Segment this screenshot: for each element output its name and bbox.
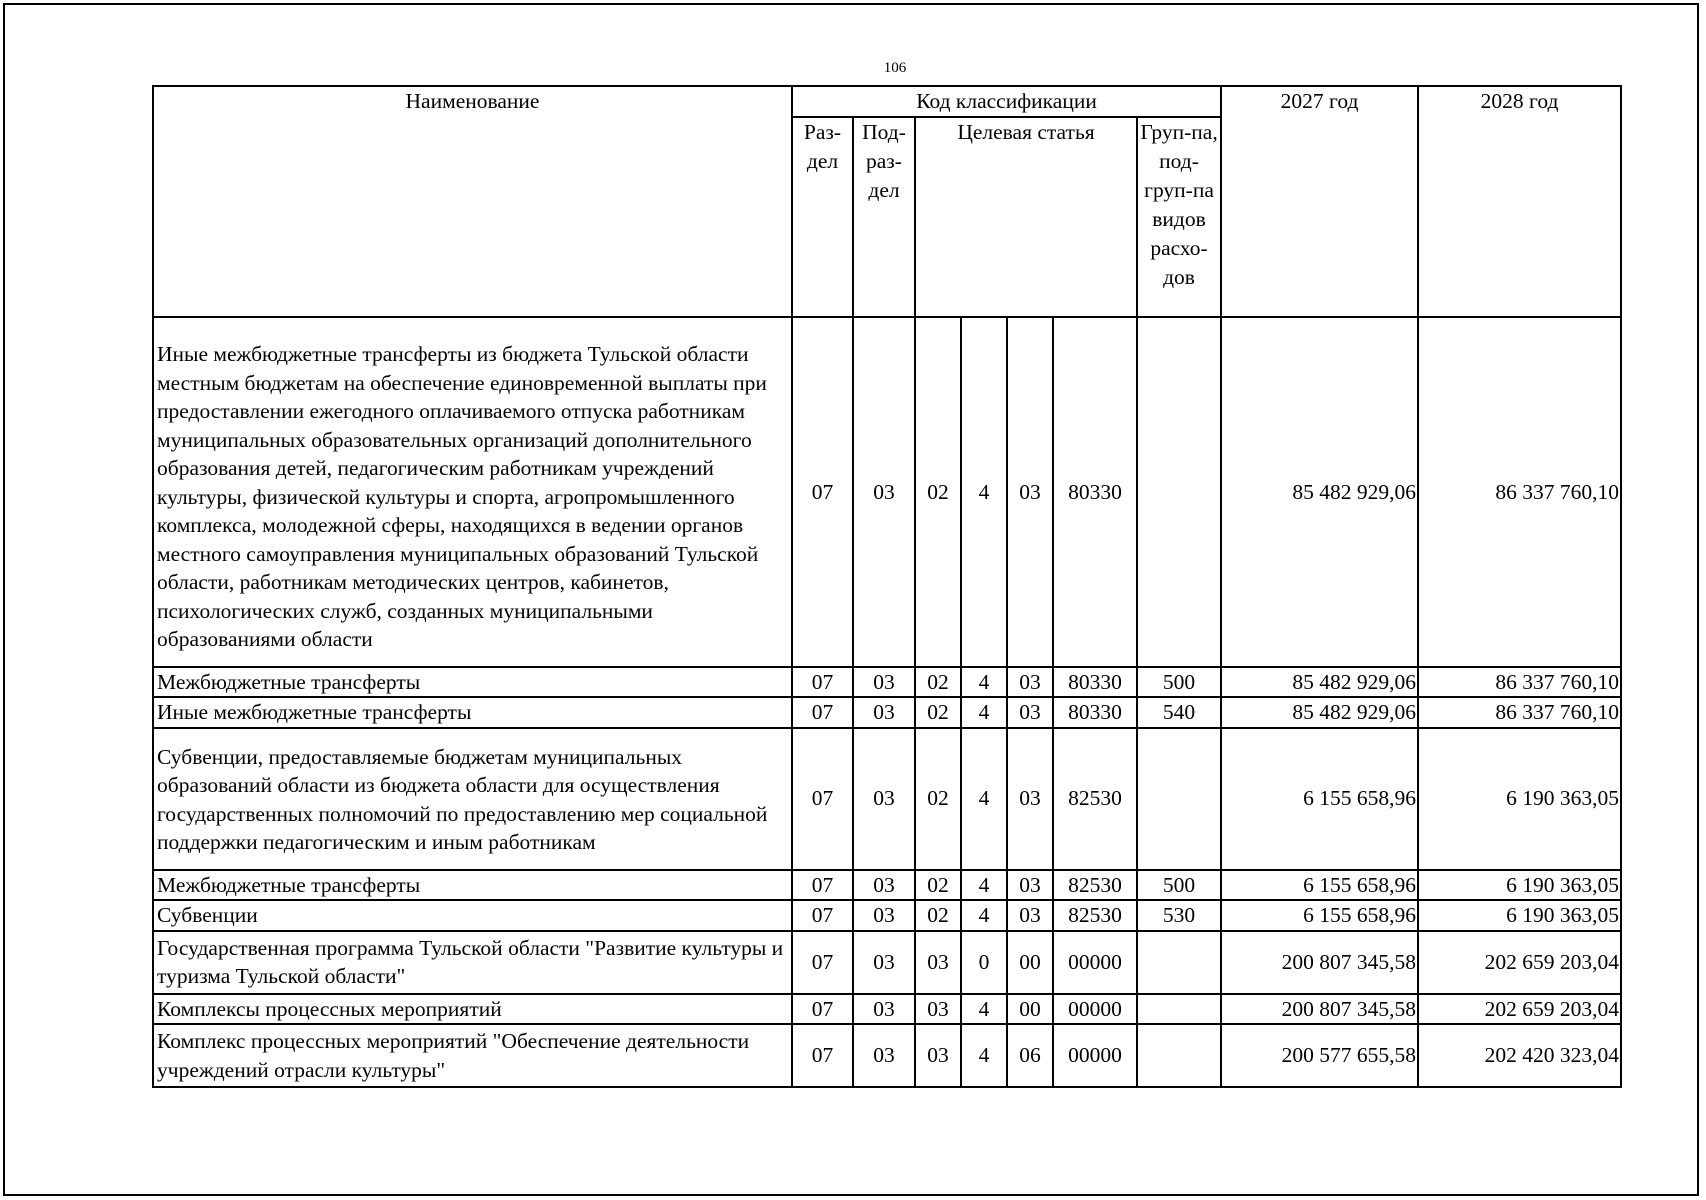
cell-target-type: 0 bbox=[961, 931, 1007, 994]
cell-target-subprogram: 03 bbox=[1007, 728, 1053, 870]
cell-target-type: 4 bbox=[961, 697, 1007, 728]
cell-target-direction: 80330 bbox=[1053, 317, 1137, 667]
cell-name: Государственная программа Тульской области "Развитие культуры и туризма Тульской области" bbox=[153, 931, 792, 994]
header-expense-group: Груп-па, под-груп-па видов расхо-дов bbox=[1137, 117, 1221, 317]
cell-name: Межбюджетные трансферты bbox=[153, 667, 792, 698]
cell-target-direction: 00000 bbox=[1053, 994, 1137, 1025]
cell-subsection: 03 bbox=[853, 994, 915, 1025]
cell-target-program: 02 bbox=[915, 667, 961, 698]
cell-amount-2027: 200 807 345,58 bbox=[1221, 931, 1418, 994]
cell-name: Субвенции, предоставляемые бюджетам муниципальных образований области из бюджета области для осуществления государственных полномочий по предоставлению мер социальной поддержки педагогическим и иным работникам bbox=[153, 728, 792, 870]
cell-expense-group bbox=[1137, 317, 1221, 667]
cell-expense-group: 500 bbox=[1137, 667, 1221, 698]
cell-amount-2028: 86 337 760,10 bbox=[1418, 317, 1621, 667]
cell-expense-group: 500 bbox=[1137, 870, 1221, 901]
cell-target-direction: 82530 bbox=[1053, 870, 1137, 901]
header-section: Раз-дел bbox=[792, 117, 853, 317]
cell-name: Комплексы процессных мероприятий bbox=[153, 994, 792, 1025]
cell-subsection: 03 bbox=[853, 728, 915, 870]
cell-name: Комплекс процессных мероприятий "Обеспечение деятельности учреждений отрасли культуры" bbox=[153, 1024, 792, 1087]
table-row bbox=[153, 1024, 1621, 1087]
cell-name: Иные межбюджетные трансферты bbox=[153, 697, 792, 728]
cell-target-direction: 80330 bbox=[1053, 697, 1137, 728]
budget-table bbox=[152, 85, 1622, 1088]
cell-section: 07 bbox=[792, 667, 853, 698]
cell-target-type: 4 bbox=[961, 900, 1007, 931]
cell-target-program: 03 bbox=[915, 994, 961, 1025]
cell-subsection: 03 bbox=[853, 870, 915, 901]
cell-amount-2027: 6 155 658,96 bbox=[1221, 870, 1418, 901]
cell-name: Межбюджетные трансферты bbox=[153, 870, 792, 901]
cell-subsection: 03 bbox=[853, 317, 915, 667]
cell-target-type: 4 bbox=[961, 1024, 1007, 1087]
table-row bbox=[153, 728, 1621, 870]
cell-target-type: 4 bbox=[961, 317, 1007, 667]
cell-target-subprogram: 03 bbox=[1007, 667, 1053, 698]
cell-target-program: 02 bbox=[915, 900, 961, 931]
cell-target-subprogram: 00 bbox=[1007, 931, 1053, 994]
cell-target-type: 4 bbox=[961, 870, 1007, 901]
cell-target-program: 03 bbox=[915, 1024, 961, 1087]
cell-amount-2028: 202 659 203,04 bbox=[1418, 994, 1621, 1025]
cell-expense-group bbox=[1137, 728, 1221, 870]
cell-subsection: 03 bbox=[853, 667, 915, 698]
cell-expense-group: 540 bbox=[1137, 697, 1221, 728]
header-year-2028: 2028 год bbox=[1418, 86, 1621, 317]
cell-amount-2027: 85 482 929,06 bbox=[1221, 667, 1418, 698]
cell-amount-2028: 6 190 363,05 bbox=[1418, 870, 1621, 901]
cell-target-direction: 00000 bbox=[1053, 1024, 1137, 1087]
cell-target-type: 4 bbox=[961, 728, 1007, 870]
cell-amount-2027: 85 482 929,06 bbox=[1221, 697, 1418, 728]
cell-name: Субвенции bbox=[153, 900, 792, 931]
cell-target-program: 02 bbox=[915, 870, 961, 901]
cell-target-type: 4 bbox=[961, 667, 1007, 698]
header-name: Наименование bbox=[153, 86, 792, 317]
table-row bbox=[153, 900, 1621, 931]
header-classification: Код классификации bbox=[792, 86, 1221, 117]
cell-amount-2027: 6 155 658,96 bbox=[1221, 900, 1418, 931]
cell-target-direction: 82530 bbox=[1053, 728, 1137, 870]
cell-amount-2028: 6 190 363,05 bbox=[1418, 900, 1621, 931]
cell-amount-2027: 85 482 929,06 bbox=[1221, 317, 1418, 667]
cell-target-program: 02 bbox=[915, 697, 961, 728]
cell-target-program: 03 bbox=[915, 931, 961, 994]
cell-amount-2027: 200 807 345,58 bbox=[1221, 994, 1418, 1025]
header-subsection: Под-раз-дел bbox=[853, 117, 915, 317]
cell-section: 07 bbox=[792, 870, 853, 901]
cell-target-subprogram: 03 bbox=[1007, 870, 1053, 901]
cell-section: 07 bbox=[792, 994, 853, 1025]
cell-target-subprogram: 06 bbox=[1007, 1024, 1053, 1087]
header-year-2027: 2027 год bbox=[1221, 86, 1418, 317]
cell-target-program: 02 bbox=[915, 317, 961, 667]
cell-target-subprogram: 03 bbox=[1007, 900, 1053, 931]
table-row bbox=[153, 667, 1621, 698]
cell-target-subprogram: 00 bbox=[1007, 994, 1053, 1025]
cell-amount-2027: 200 577 655,58 bbox=[1221, 1024, 1418, 1087]
cell-subsection: 03 bbox=[853, 1024, 915, 1087]
cell-target-subprogram: 03 bbox=[1007, 697, 1053, 728]
cell-target-subprogram: 03 bbox=[1007, 317, 1053, 667]
cell-target-type: 4 bbox=[961, 994, 1007, 1025]
cell-subsection: 03 bbox=[853, 900, 915, 931]
cell-expense-group bbox=[1137, 1024, 1221, 1087]
cell-amount-2028: 202 659 203,04 bbox=[1418, 931, 1621, 994]
cell-target-program: 02 bbox=[915, 728, 961, 870]
cell-target-direction: 00000 bbox=[1053, 931, 1137, 994]
cell-amount-2028: 202 420 323,04 bbox=[1418, 1024, 1621, 1087]
cell-section: 07 bbox=[792, 931, 853, 994]
cell-amount-2028: 86 337 760,10 bbox=[1418, 697, 1621, 728]
cell-subsection: 03 bbox=[853, 697, 915, 728]
header-target-article: Целевая статья bbox=[915, 117, 1137, 317]
cell-target-direction: 80330 bbox=[1053, 667, 1137, 698]
table-body bbox=[153, 317, 1621, 1087]
cell-subsection: 03 bbox=[853, 931, 915, 994]
cell-amount-2028: 86 337 760,10 bbox=[1418, 667, 1621, 698]
cell-section: 07 bbox=[792, 697, 853, 728]
table-row bbox=[153, 317, 1621, 667]
page-number: 106 bbox=[883, 60, 907, 76]
cell-section: 07 bbox=[792, 1024, 853, 1087]
cell-name: Иные межбюджетные трансферты из бюджета Тульской области местным бюджетам на обеспечение единовременной выплаты при предоставлении ежегодного оплачиваемого отпуска работникам муниципальных образовательных организаций дополнительного образования детей, педагогическим работникам учреждений культуры, физической культуры и спорта, агропромышленного комплекса, молодежной сферы, находящихся в ведении органов местного самоуправления муниципальных образований Тульской области, работникам методических центров, кабинетов, психологических служб, созданных муниципальными образованиями области bbox=[153, 317, 792, 667]
table-row bbox=[153, 870, 1621, 901]
table-row bbox=[153, 931, 1621, 994]
cell-amount-2028: 6 190 363,05 bbox=[1418, 728, 1621, 870]
cell-section: 07 bbox=[792, 900, 853, 931]
cell-target-direction: 82530 bbox=[1053, 900, 1137, 931]
cell-expense-group: 530 bbox=[1137, 900, 1221, 931]
cell-expense-group bbox=[1137, 994, 1221, 1025]
table-row bbox=[153, 697, 1621, 728]
cell-section: 07 bbox=[792, 317, 853, 667]
table-row bbox=[153, 994, 1621, 1025]
cell-expense-group bbox=[1137, 931, 1221, 994]
cell-amount-2027: 6 155 658,96 bbox=[1221, 728, 1418, 870]
cell-section: 07 bbox=[792, 728, 853, 870]
